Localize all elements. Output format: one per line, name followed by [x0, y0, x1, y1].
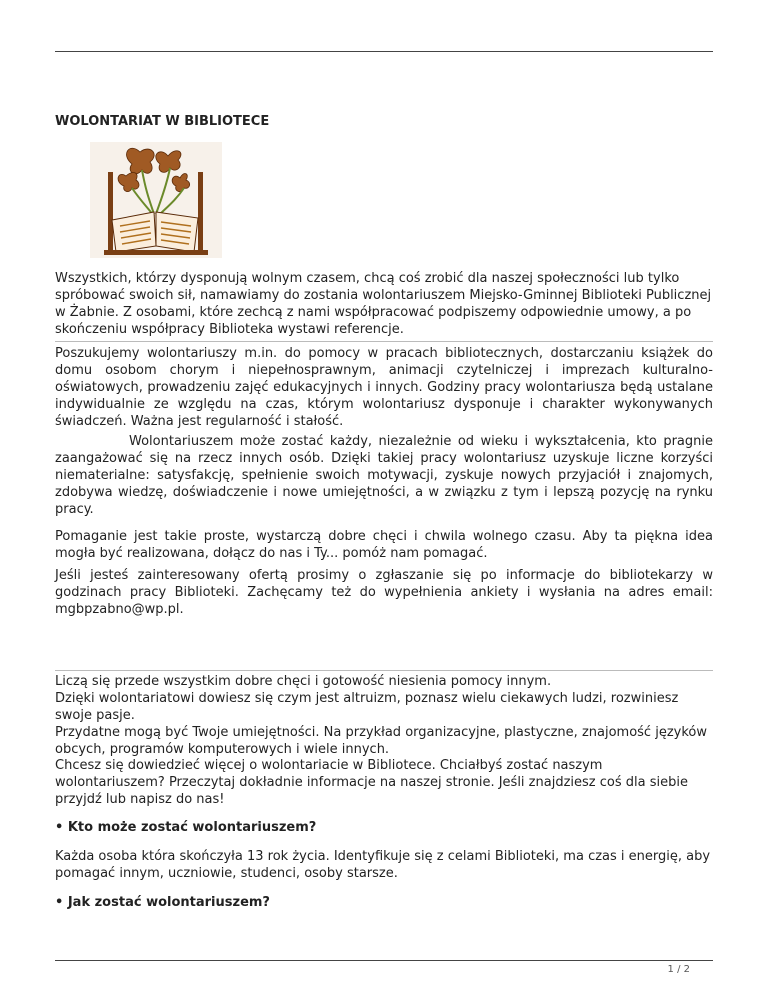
answer-paragraph: Każda osoba która skończyła 13 rok życia. Identyfikuje się z celami Biblioteki, ma czas i energię, aby pomagać innym, uczniowie, studenci, osoby starsze. [55, 849, 711, 881]
question-heading: • Jak zostać wolontariuszem? [55, 895, 270, 910]
section-divider [55, 341, 713, 342]
section-divider [55, 670, 713, 671]
bottom-rule [55, 960, 713, 961]
page-title: WOLONTARIAT W BIBLIOTECE [55, 114, 270, 129]
learn-more-paragraph: Chcesz się dowiedzieć więcej o wolontariacie w Bibliotece. Chciałbyś zostać naszym wolontariuszem? Przeczytaj dokładnie informacje na naszej stronie. Jeśli znajdziesz coś dla siebie przyjdź lub napisz do nas! [55, 758, 688, 807]
contact-paragraph: Jeśli jesteś zainteresowany ofertą prosimy o zgłaszanie się po informacje do bibliotekarzy w godzinach pracy Biblioteki. Zachęcamy też do wypełnienia ankiety i wysłania na adres email: mgbpzabno@wp.pl. [55, 568, 713, 617]
question-heading: • Kto może zostać wolontariuszem? [55, 820, 317, 835]
motivation-block [55, 673, 713, 758]
top-rule [55, 51, 713, 52]
who-can-paragraph: Wolontariuszem może zostać każdy, niezależnie od wieku i wykształcenia, kto pragnie zaangażować się na rzecz innych osób. Dzięki takiej pracy wolontariusz uzyskuje liczne korzyści niematerialne: satysfakcję, spełnienie swoich motywacji, zyskuje nowych przyjaciół i znajomych, zdobywa wiedzę, doświadczenie i nowe umiejętności, a w związku z tym i lepszą pozycję na rynku pracy. [55, 434, 713, 517]
intro-paragraph: Wszystkich, którzy dysponują wolnym czasem, chcą coś zrobić dla naszej społeczności lub tylko spróbować swoich sił, namawiamy do zostania wolontariuszem Miejsko-Gminnej Biblioteki Publicznej w Żabnie. Z osobami, które zechcą z nami współpracować podpiszemy odpowiednie umowy, a po skończeniu współpracy Biblioteka wystawi referencje. [55, 271, 712, 337]
motivation-line: Liczą się przede wszystkim dobre chęci i gotowość niesienia pomocy innym. [55, 674, 552, 689]
page-number: 1 / 2 [667, 964, 690, 975]
volunteers-needed-paragraph: Poszukujemy wolontariuszy m.in. do pomocy w pracach bibliotecznych, dostarczaniu książek do domu osobom chorym i niepełnosprawnym, animacji czytelniczej i imprezach kulturalno-oświatowych, prowadzeniu zajęć edukacyjnych i innych. Godziny pracy wolontariusza będą ustalane indywidualnie ze względu na czas, którym wolontariusz dysponuje i charakter wykonywanych świadczeń. Ważna jest regularność i stałość. [55, 346, 713, 429]
library-book-iris-logo-icon [90, 142, 222, 258]
motivation-line: Przydatne mogą być Twoje umiejętności. Na przykład organizacyjne, plastyczne, znajomość języków obcych, programów komputerowych i wiele innych. [55, 725, 707, 757]
motivation-line: Dzięki wolontariatowi dowiesz się czym jest altruizm, poznasz wielu ciekawych ludzi, rozwiniesz swoje pasje. [55, 691, 679, 723]
helping-paragraph: Pomaganie jest takie proste, wystarczą dobre chęci i chwila wolnego czasu. Aby ta piękna idea mogła być realizowana, dołącz do nas i Ty... pomóż nam pomagać. [55, 529, 713, 561]
